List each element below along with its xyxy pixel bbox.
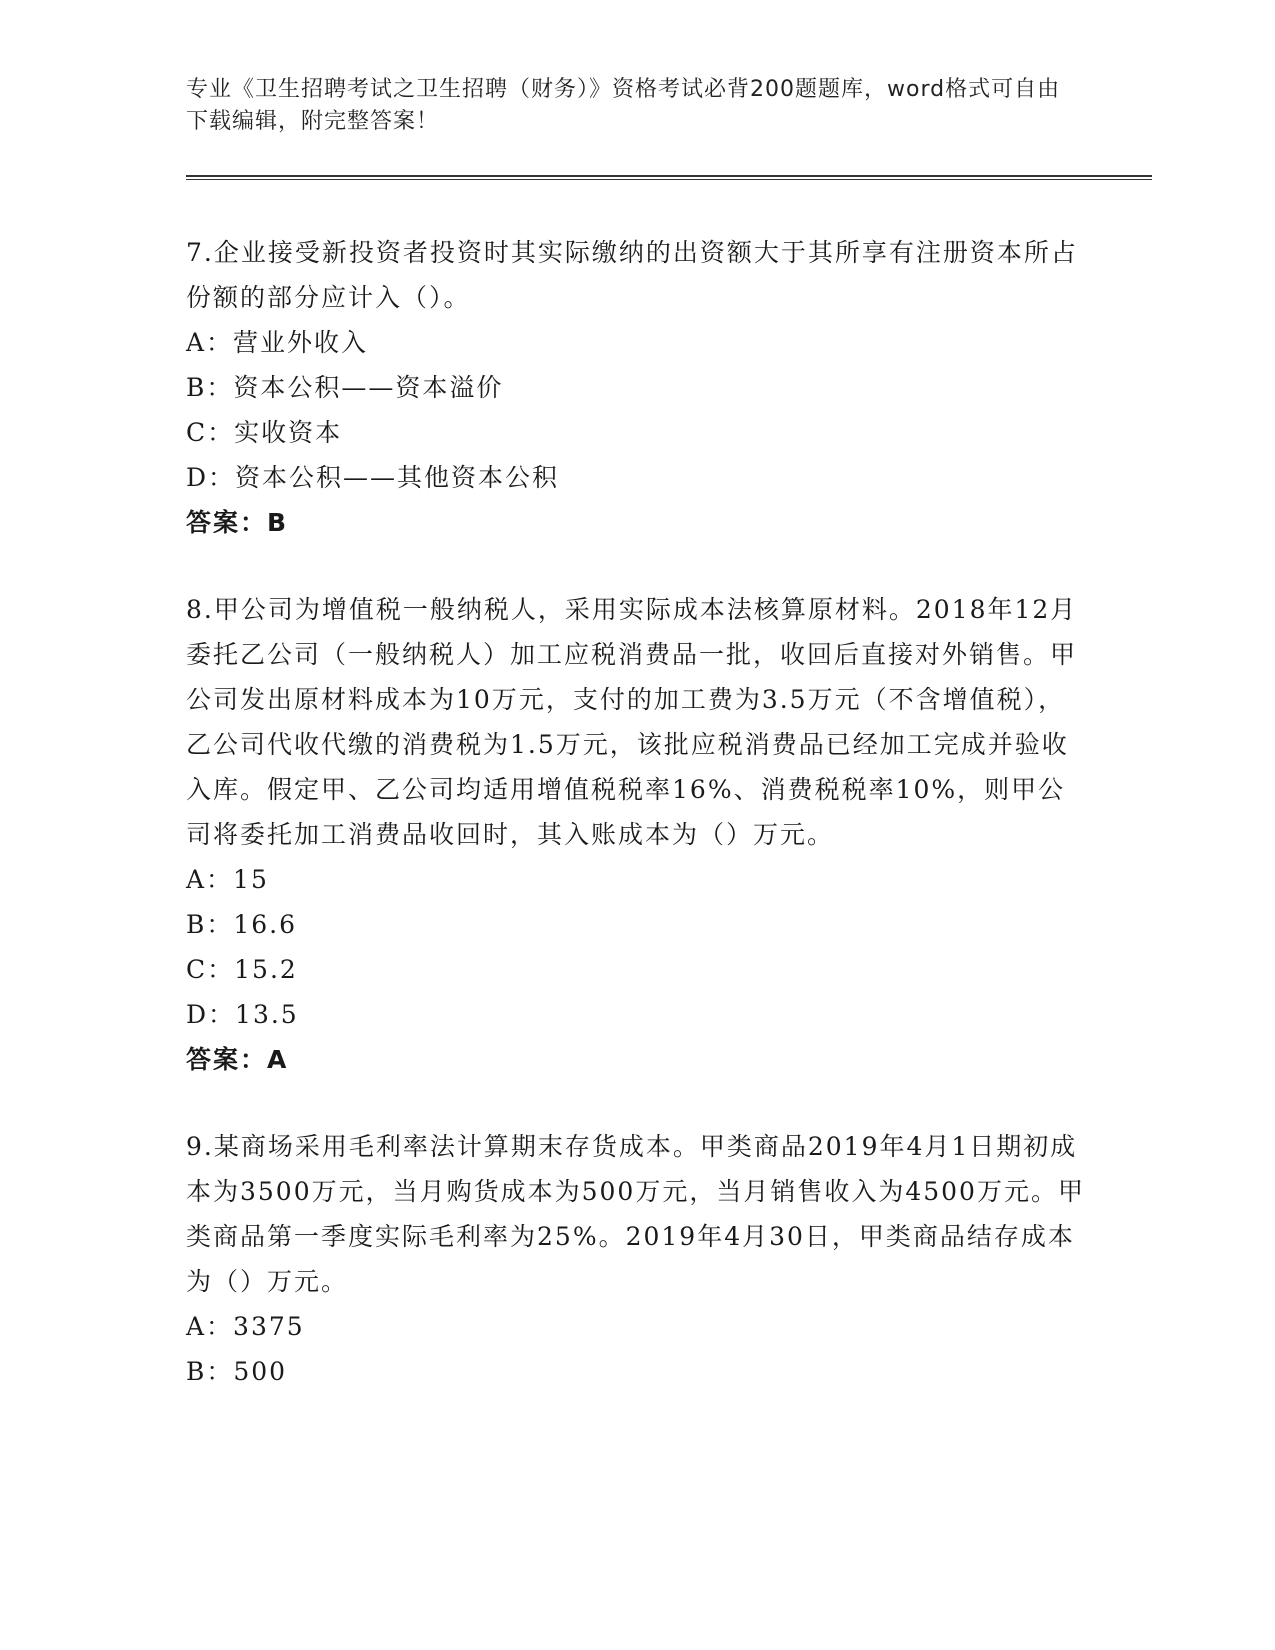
option-b: B：500 <box>186 1357 288 1386</box>
option-b: B：16.6 <box>186 910 298 939</box>
question-text: 7.企业接受新投资者投资时其实际缴纳的出资额大于其所享有注册资本所占份额的部分应计入（）。 <box>186 238 1078 312</box>
question-item <box>186 587 1086 1082</box>
option-b: B：资本公积——资本溢价 <box>186 373 504 402</box>
option-c: C：实收资本 <box>186 418 343 447</box>
answer-label: 答案：A <box>186 1045 289 1074</box>
header-divider <box>186 175 1152 180</box>
question-item <box>186 230 1086 545</box>
option-d: D：资本公积——其他资本公积 <box>186 463 560 492</box>
option-a: A：营业外收入 <box>186 328 369 357</box>
question-text: 8.甲公司为增值税一般纳税人，采用实际成本法核算原材料。2018年12月委托乙公司（一般纳税人）加工应税消费品一批，收回后直接对外销售。甲公司发出原材料成本为10万元，支付的加工费为3.5万元（不含增值税），乙公司代收代缴的消费税为1.5万元，该批应税消费品已经加工完成并验收入库。假定甲、乙公司均适用增值税税率16%、消费税税率10%，则甲公司将委托加工消费品收回时，其入账成本为（）万元。 <box>186 595 1078 849</box>
question-list <box>186 230 1086 1436</box>
option-a: A：15 <box>186 865 269 894</box>
option-d: D：13.5 <box>186 1000 299 1029</box>
answer-label: 答案：B <box>186 508 289 537</box>
option-a: A：3375 <box>186 1312 305 1341</box>
question-text: 9.某商场采用毛利率法计算期末存货成本。甲类商品2019年4月1日期初成本为3500万元，当月购货成本为500万元，当月销售收入为4500万元。甲类商品第一季度实际毛利率为25%。2019年4月30日，甲类商品结存成本为（）万元。 <box>186 1132 1085 1296</box>
option-c: C：15.2 <box>186 955 298 984</box>
question-item <box>186 1124 1086 1394</box>
document-header: 专业《卫生招聘考试之卫生招聘（财务）》资格考试必背200题题库，word格式可自由下载编辑，附完整答案！ <box>186 77 1061 134</box>
